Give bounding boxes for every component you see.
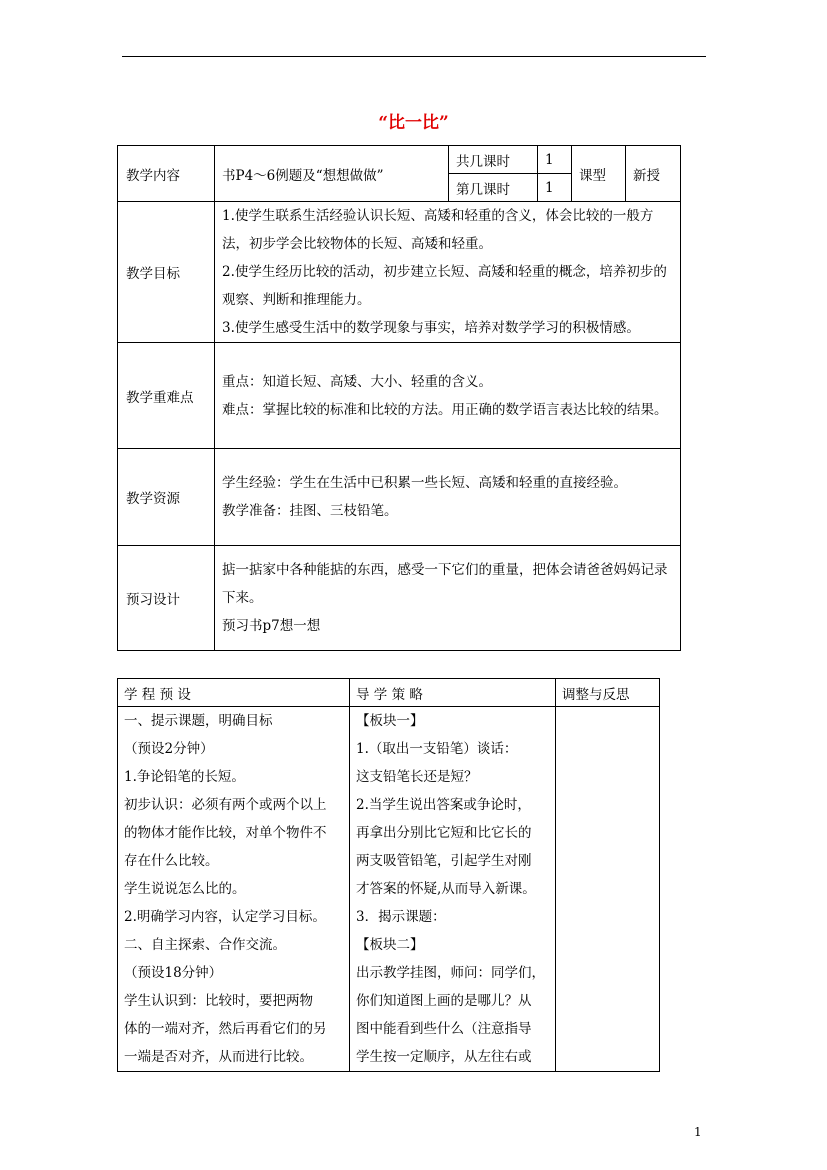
strategy-line: 再拿出分别比它短和比它长的: [356, 825, 532, 841]
strategy-line: 【板块一】: [356, 713, 424, 729]
plan-line: （预设18分钟）: [124, 965, 223, 981]
goals-label: 教学目标: [118, 202, 215, 343]
col2-body: [350, 707, 556, 1072]
plan-line: 一、提示课题，明确目标: [124, 713, 273, 729]
total-lessons-label: 共几课时: [449, 146, 538, 174]
resources-label: 教学资源: [118, 449, 215, 546]
goals-cell: [215, 202, 681, 343]
preview-item: 掂一掂家中各种能掂的东西，感受一下它们的重量，把体会请爸爸妈妈记录下来。: [222, 562, 668, 606]
lesson-no-label: 第几课时: [449, 174, 538, 202]
content-value: 书P4～6例题及“想想做做”: [215, 146, 449, 202]
plan-line: （预设2分钟）: [124, 741, 214, 757]
col3-body: [556, 707, 660, 1072]
strategy-line: 1.（取出一支铅笔）谈话：: [356, 741, 518, 757]
type-value: 新授: [626, 146, 681, 202]
preview-cell: [215, 546, 681, 651]
col1-header: 学 程 预 设: [118, 679, 350, 707]
strategy-line: 出示教学挂图，师问：同学们，: [356, 965, 545, 981]
page-number: 1: [694, 1125, 702, 1139]
strategy-line: 两支吸管铅笔，引起学生对刚: [356, 853, 532, 869]
strategy-line: 图中能看到些什么（注意指导: [356, 1021, 532, 1037]
total-lessons-value: 1: [538, 146, 572, 174]
type-label: 课型: [572, 146, 626, 202]
plan-line: 二、自主探索、合作交流。: [124, 937, 286, 953]
col2-header: 导 学 策 略: [350, 679, 556, 707]
goal-item: 2.使学生经历比较的活动，初步建立长短、高矮和轻重的概念，培养初步的观察、判断和推理能力。: [222, 264, 667, 308]
keypoint-item: 重点：知道长短、高矮、大小、轻重的含义。: [222, 373, 492, 390]
strategy-line: 【板块二】: [356, 937, 424, 953]
goal-item: 3.使学生感受生活中的数学现象与事实，培养对数学学习的积极情感。: [222, 320, 640, 336]
plan-line: 学生认识到：比较时，要把两物: [124, 993, 313, 1009]
content-label: 教学内容: [118, 146, 215, 202]
resource-item: 教学准备：挂图、三枝铅笔。: [222, 503, 398, 519]
preview-item: 预习书p7想一想: [222, 618, 321, 634]
lesson-no-value: 1: [538, 174, 572, 202]
strategy-line: 学生按一定顺序，从左往右或: [356, 1049, 532, 1065]
lesson-info-table: [117, 145, 681, 651]
plan-line: 1.争论铅笔的长短。: [124, 769, 245, 785]
document-title: “比一比”: [378, 113, 449, 133]
strategy-line: 3．揭示课题：: [356, 909, 446, 925]
goal-item: 1.使学生联系生活经验认识长短、高矮和轻重的含义，体会比较的一般方法，初步学会比较物体的长短、高矮和轻重。: [222, 208, 654, 252]
plan-line: 初步认识：必须有两个或两个以上: [124, 797, 327, 813]
plan-line: 学生说说怎么比的。: [124, 881, 246, 897]
strategy-line: 这支铅笔长还是短？: [356, 769, 478, 785]
process-table: [117, 678, 660, 1072]
resource-item: 学生经验：学生在生活中已积累一些长短、高矮和轻重的直接经验。: [222, 475, 627, 491]
plan-line: 2.明确学习内容，认定学习目标。: [124, 909, 326, 925]
strategy-line: 你们知道图上画的是哪儿？从: [356, 993, 532, 1009]
resources-cell: [215, 449, 681, 546]
keypoint-item: 难点：掌握比较的标准和比较的方法。用正确的数学语言表达比较的结果。: [222, 401, 668, 418]
plan-line: 体的一端对齐，然后再看它们的另: [124, 1021, 327, 1037]
col1-body: [118, 707, 350, 1072]
keypoints-cell: [215, 343, 681, 449]
col3-header: 调整与反思: [556, 679, 660, 707]
preview-label: 预习设计: [118, 546, 215, 651]
strategy-line: 才答案的怀疑,从而导入新课。: [356, 881, 536, 897]
strategy-line: 2.当学生说出答案或争论时，: [356, 797, 531, 813]
plan-line: 的物体才能作比较，对单个物件不: [124, 825, 327, 841]
keypoints-label: 教学重难点: [118, 343, 215, 449]
plan-line: 存在什么比较。: [124, 853, 219, 869]
header-rule: [122, 56, 706, 57]
plan-line: 一端是否对齐，从而进行比较。: [124, 1049, 313, 1065]
